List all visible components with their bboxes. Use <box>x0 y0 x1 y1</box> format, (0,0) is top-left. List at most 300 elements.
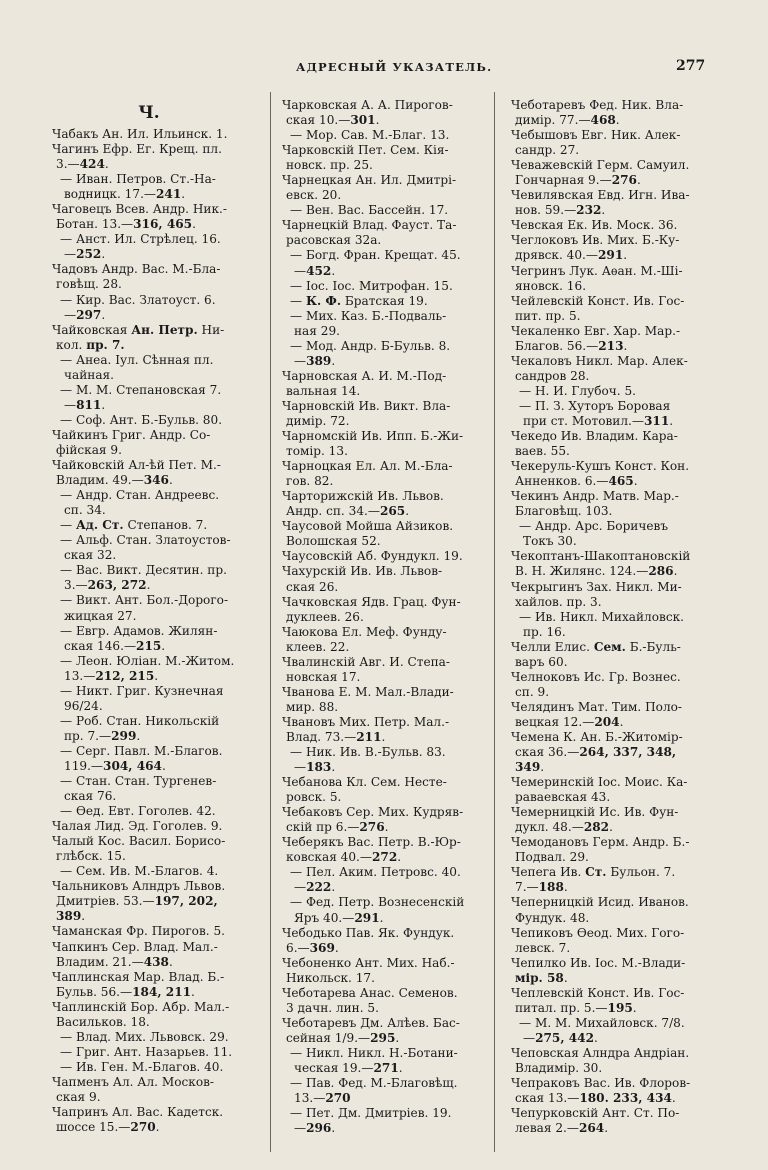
directory-entry <box>511 489 719 519</box>
directory-entry <box>511 128 719 158</box>
entry-line: — Н. И. Глубоч. 5. <box>519 383 636 398</box>
entry-line: дуклеев. 26. <box>286 609 364 624</box>
entry-line: Чаплинская Мар. Влад. Б.- <box>52 969 225 984</box>
entry-line: — М. М. Степановская 7. <box>60 382 222 397</box>
directory-entry <box>511 158 719 188</box>
entry-line: пр. 16. <box>523 624 566 639</box>
directory-entry <box>52 1105 260 1135</box>
entry-line: — Мор. Сав. М.-Благ. 13. <box>290 128 450 143</box>
directory-entry <box>52 684 260 714</box>
entry-line: димір. 77.—468. <box>515 113 620 128</box>
directory-entry <box>52 127 260 142</box>
entry-line: Чемена К. Ан. Б.-Житомiр- <box>511 729 683 744</box>
entry-line: Гончарная 9.—276. <box>515 173 641 188</box>
entry-line: варъ 60. <box>515 654 568 669</box>
entry-line: Ботан. 13.—316, 465. <box>56 217 196 232</box>
entry-line: Чемодановъ Герм. Андр. Б.- <box>511 835 690 850</box>
entry-line: Никольск. 17. <box>286 970 375 985</box>
entry-line: томір. 13. <box>286 444 348 459</box>
directory-entry <box>52 924 260 939</box>
directory-entry <box>52 142 260 172</box>
entry-line: Васильков. 18. <box>56 1014 150 1029</box>
entry-line: говѣщ. 28. <box>56 277 122 292</box>
entry-line: Чапринъ Ал. Вас. Кадетск. <box>52 1105 224 1120</box>
entry-line: ская 76. <box>64 789 117 804</box>
entry-line: Чеботарева Анас. Семенов. <box>282 985 458 1000</box>
entry-line: пит. пр. 5. <box>515 308 581 323</box>
entry-line: Чеважевскій Герм. Самуил. <box>511 158 690 173</box>
directory-entry <box>511 1106 719 1136</box>
directory-entry <box>52 428 260 458</box>
entry-line: — Викт. Ант. Бол.-Дорого- <box>60 593 229 608</box>
entry-line: пр. 7.—299. <box>64 728 141 743</box>
entry-line: водницк. 17.—241. <box>64 187 186 202</box>
directory-entry <box>511 1046 719 1076</box>
entry-line: Чайкинъ Григ. Андр. Со- <box>52 427 211 442</box>
entry-line: Чадовъ Андр. Вас. М.-Бла- <box>52 262 221 277</box>
entry-line: Чвалинскій Авг. И. Степа- <box>282 654 450 669</box>
directory-entry <box>282 1016 490 1046</box>
directory-entry <box>511 775 719 805</box>
entry-line: 119.—304, 464. <box>64 758 166 773</box>
directory-entry <box>511 610 719 640</box>
entry-line: Чевилявская Евд. Игн. Ива- <box>511 188 690 203</box>
entry-line: 389. <box>56 909 86 924</box>
entry-line: — Леон. Юліан. М.-Житом. <box>60 653 235 668</box>
directory-entry <box>52 533 260 563</box>
directory-entry <box>52 1045 260 1060</box>
entry-line: —183. <box>294 760 336 775</box>
entry-line: ская 32. <box>64 548 117 563</box>
entry-line: Чаусовой Мойша Айзиков. <box>282 519 454 534</box>
entry-line: Благовѣщ. 103. <box>515 504 613 519</box>
directory-entry <box>282 429 490 459</box>
directory-entry <box>282 835 490 865</box>
entry-line: Чегринъ Лук. Аѳан. М.-Шi- <box>511 263 683 278</box>
entry-line: новск. пр. 25. <box>286 158 373 173</box>
directory-entry <box>52 353 260 383</box>
entry-line: Чекаленко Евг. Хар. Мар.- <box>511 323 681 338</box>
directory-entry <box>52 518 260 533</box>
directory-entry <box>52 323 260 353</box>
entry-line: ская 146.—215. <box>64 638 166 653</box>
directory-entry <box>52 202 260 232</box>
entry-line: Чаюкова Ел. Меф. Фунду- <box>282 624 447 639</box>
entry-line: Чарновскій Ив. Викт. Вла- <box>282 398 451 413</box>
entry-line: кол. пр. 7. <box>56 337 125 352</box>
entry-line: яновск. 16. <box>515 278 587 293</box>
directory-entry <box>282 956 490 986</box>
entry-line: сандров 28. <box>515 368 590 383</box>
directory-entry <box>282 173 490 203</box>
entry-line: Чарторижскій Ив. Львов. <box>282 489 444 504</box>
entry-line: — Вас. Викт. Десятин. пр. <box>60 563 227 578</box>
entry-line: расовская 32а. <box>286 233 382 248</box>
entry-line: нов. 59.—232. <box>515 203 606 218</box>
directory-entry <box>52 413 260 428</box>
entry-line: Чебодько Пав. Як. Фундук. <box>282 925 455 940</box>
directory-entry <box>52 940 260 970</box>
entry-line: —296. <box>294 1121 336 1136</box>
entry-line: хайлов. пр. 3. <box>515 594 602 609</box>
entry-line: —452. <box>294 263 336 278</box>
page-header <box>0 58 768 78</box>
directory-entry <box>511 429 719 459</box>
entry-line: Чебоненко Ант. Мих. Наб.- <box>282 955 455 970</box>
entry-line: Влад. 73.—211. <box>286 729 386 744</box>
entry-line: ваев. 55. <box>515 444 570 459</box>
entry-line: Чекедо Ив. Владим. Кара- <box>511 429 678 444</box>
directory-entry <box>511 895 719 925</box>
entry-line: 7.—188. <box>515 880 568 895</box>
directory-entry <box>52 458 260 488</box>
entry-line: Чепиковъ Ѳеод. Мих. Гого- <box>511 925 685 940</box>
entry-line: Чагинъ Ефр. Ег. Крещ. пл. <box>52 142 222 157</box>
entry-line: Чекрыгинъ Зах. Никл. Ми- <box>511 579 682 594</box>
entry-line: Дмитріев. 53.—197, 202, <box>56 894 218 909</box>
entry-line: Подвал. 29. <box>515 850 589 865</box>
entry-line: Чальниковъ Алндръ Львов. <box>52 879 226 894</box>
entry-line: сп. 9. <box>515 684 550 699</box>
entry-line: — Анст. Ил. Стрѣлец. 16. <box>60 232 221 247</box>
entry-line: — П. З. Хуторъ Боровая <box>519 398 671 413</box>
directory-entry <box>511 1016 719 1046</box>
entry-line: Чарномскій Ив. Ипп. Б.-Жи- <box>282 429 464 444</box>
entry-line: Чарковская А. А. Пирогов- <box>282 98 453 112</box>
entry-line: дукл. 48.—282. <box>515 820 613 835</box>
entry-line: сейная 1/9.—295. <box>286 1030 400 1045</box>
entry-line: Фундук. 48. <box>515 910 590 925</box>
entry-line: ская 36.—264, 337, 348, <box>515 745 677 760</box>
entry-line: Чайковскій Ал-ѣй Пет. М.- <box>52 458 221 473</box>
entry-line: мір. 58. <box>515 970 568 985</box>
directory-entry <box>511 956 719 986</box>
directory-entry <box>52 714 260 744</box>
entry-line: ковская 40.—272. <box>286 850 402 865</box>
entry-line: Чапкинъ Сер. Влад. Мал.- <box>52 939 218 954</box>
entry-line: ная 29. <box>294 323 340 338</box>
entry-line: — Ив. Никл. Михайловск. <box>519 609 685 624</box>
entry-line: ровск. 5. <box>286 790 342 805</box>
directory-entry <box>511 805 719 835</box>
entry-line: сп. 34. <box>64 503 106 518</box>
directory-entry <box>282 339 490 369</box>
entry-line: — Серг. Павл. М.-Благов. <box>60 743 223 758</box>
entry-line: Чеберякъ Вас. Петр. В.-Юр- <box>282 835 461 850</box>
directory-entry <box>282 865 490 895</box>
directory-entry <box>511 324 719 354</box>
entry-line: — Ив. Ген. М.-Благов. 40. <box>60 1059 224 1074</box>
directory-entry <box>511 835 719 865</box>
directory-entry <box>52 834 260 864</box>
entry-line: раваевская 43. <box>515 790 611 805</box>
directory-entry <box>511 700 719 730</box>
entry-line: Чевская Ек. Ив. Моск. 36. <box>511 218 678 233</box>
section-letter: Ч. <box>138 103 160 123</box>
directory-entry <box>52 593 260 623</box>
directory-entry <box>282 549 490 564</box>
entry-line: — Никл. Никл. Н.-Ботани- <box>290 1045 458 1060</box>
entry-line: —275, 442. <box>523 1030 598 1045</box>
directory-entry <box>52 1075 260 1105</box>
entry-line: 3.—424. <box>56 157 109 172</box>
directory-entry <box>52 819 260 834</box>
directory-entry <box>282 309 490 339</box>
directory-entry <box>282 775 490 805</box>
entry-line: клеев. 22. <box>286 639 350 654</box>
directory-entry <box>52 774 260 804</box>
entry-line: ческая 19.—271. <box>294 1061 403 1075</box>
entry-line: Чарнецкая Ан. Ил. Дмитрі- <box>282 173 457 188</box>
directory-entry <box>511 519 719 549</box>
entry-line: Чекеруль-Кушъ Конст. Кон. <box>511 459 690 474</box>
entry-line: фійская 9. <box>56 442 122 457</box>
entry-line: Чеплевскій Конст. Ив. Гос- <box>511 985 685 1000</box>
entry-line: —222. <box>294 880 336 895</box>
entry-line: 13.—270 <box>294 1091 351 1106</box>
entry-line: мир. 88. <box>286 699 339 714</box>
directory-entry <box>52 1030 260 1045</box>
entry-line: — Ник. Ив. В.-Бульв. 83. <box>290 745 446 760</box>
directory-entry <box>52 1060 260 1075</box>
directory-column-1 <box>52 98 260 1135</box>
entry-line: Чарноцкая Ел. Ал. М.-Бла- <box>282 459 453 474</box>
entry-line: Чванова Е. М. Мал.-Влади- <box>282 684 454 699</box>
entry-line: Токъ 30. <box>523 534 577 549</box>
entry-line: сандр. 27. <box>515 143 580 158</box>
directory-entry <box>282 685 490 715</box>
directory-entry <box>52 383 260 413</box>
entry-line: — Сем. Ив. М.-Благов. 4. <box>60 864 219 879</box>
directory-entry <box>52 864 260 879</box>
entry-line: Владим. 21.—438. <box>56 954 173 969</box>
entry-line: вецкая 12.—204. <box>515 714 624 729</box>
entry-line: Челноковъ Ис. Гр. Вознес. <box>511 669 681 684</box>
entry-line: — Мод. Андр. Б-Бульв. 8. <box>290 338 451 353</box>
entry-line: вальная 14. <box>286 383 361 398</box>
directory-entry <box>282 926 490 956</box>
directory-entry <box>282 369 490 399</box>
directory-entry <box>282 895 490 925</box>
directory-entry <box>282 625 490 655</box>
directory-entry <box>282 218 490 248</box>
entry-line: — Пел. Аким. Петровс. 40. <box>290 865 461 880</box>
directory-entry <box>511 986 719 1016</box>
entry-line: Чекоптанъ-Шакоптановскій <box>511 549 691 564</box>
directory-entry <box>52 563 260 593</box>
entry-line: —252. <box>64 247 106 262</box>
directory-entry <box>52 970 260 1000</box>
entry-line: Чеботаревъ Фед. Ник. Вла- <box>511 98 684 112</box>
entry-line: — Вен. Вас. Бассейн. 17. <box>290 203 449 218</box>
directory-entry <box>511 384 719 399</box>
entry-line: Чепраковъ Вас. Ив. Флоров- <box>511 1076 691 1091</box>
entry-line: — Роб. Стан. Никольскій <box>60 713 220 728</box>
entry-line: Чаговецъ Всев. Андр. Ник.- <box>52 202 227 217</box>
directory-entry <box>511 233 719 263</box>
entry-line: глѣбск. 15. <box>56 849 126 864</box>
entry-line: Волошская 52. <box>286 534 381 549</box>
running-title: АДРЕСНЫЙ УКАЗАТЕЛЬ. <box>296 60 493 74</box>
entry-line: Чалый Кос. Васил. Борисо- <box>52 834 226 849</box>
entry-line: Яръ 40.—291. <box>294 910 384 925</box>
directory-entry <box>52 232 260 262</box>
entry-line: — Анеа. Iул. Сѣнная пл. <box>60 352 214 367</box>
directory-entry <box>511 264 719 294</box>
directory-entry <box>282 203 490 218</box>
directory-entry <box>282 98 490 128</box>
entry-line: —811. <box>64 397 106 412</box>
entry-line: Чеглоковъ Ив. Мих. Б.-Ку- <box>511 233 680 248</box>
entry-line: — Пав. Фед. М.-Благовѣщ. <box>290 1076 458 1091</box>
directory-entry <box>282 128 490 143</box>
directory-entry <box>282 1046 490 1076</box>
directory-entry <box>282 399 490 429</box>
entry-line: В. Н. Жилянс. 124.—286. <box>515 564 678 579</box>
entry-line: ская 26. <box>286 579 339 594</box>
directory-entry <box>52 879 260 924</box>
entry-line: левск. 7. <box>515 940 571 955</box>
entry-line: —297. <box>64 307 106 322</box>
entry-line: ская 13.—180. 233, 434. <box>515 1091 676 1106</box>
entry-line: — Григ. Ант. Назарьев. 11. <box>60 1044 233 1059</box>
directory-entry <box>511 188 719 218</box>
entry-line: Чарновская А. И. М.-Под- <box>282 368 447 383</box>
directory-entry <box>282 248 490 278</box>
entry-line: — Андр. Стан. Андреевс. <box>60 488 220 503</box>
entry-line: скій пр 6.—276. <box>286 820 389 835</box>
directory-entry <box>282 715 490 745</box>
directory-entry <box>511 218 719 233</box>
entry-line: Чачковская Ядв. Грац. Фун- <box>282 594 461 609</box>
directory-entry <box>52 172 260 202</box>
directory-entry <box>511 730 719 775</box>
entry-line: — Евгр. Адамов. Жилян- <box>60 623 218 638</box>
directory-entry <box>511 98 719 128</box>
entry-line: Бульв. 56.—184, 211. <box>56 984 195 999</box>
entry-line: Чемеринскій Iос. Моис. Ка- <box>511 775 688 790</box>
directory-entry <box>282 1076 490 1106</box>
directory-entry <box>52 804 260 819</box>
entry-line: Чаманская Фр. Пирогов. 5. <box>52 924 226 939</box>
entry-line: ская 9. <box>56 1090 101 1104</box>
entry-line: Чабакъ Ан. Ил. Ильинск. 1. <box>52 127 228 141</box>
entry-line: — Ад. Ст. Степанов. 7. <box>60 518 208 533</box>
entry-line: — Кир. Вас. Златоуст. 6. <box>60 292 216 307</box>
directory-entry <box>282 519 490 549</box>
directory-entry <box>511 1076 719 1106</box>
directory-entry <box>52 293 260 323</box>
entry-line: левая 2.—264. <box>515 1121 609 1136</box>
directory-entry <box>282 595 490 625</box>
entry-line: Челли Елис. Сем. Б.-Буль- <box>511 639 681 654</box>
directory-entry <box>511 294 719 324</box>
directory-entry <box>282 745 490 775</box>
entry-line: 3 дачн. лин. 5. <box>286 1000 379 1015</box>
entry-line: 3.—263, 272. <box>64 578 151 593</box>
entry-line: Чалая Лид. Эд. Гоголев. 9. <box>52 819 223 834</box>
entry-line: — Пет. Дм. Дмитріев. 19. <box>290 1106 452 1121</box>
directory-entry <box>52 654 260 684</box>
column-divider <box>270 92 271 1152</box>
entry-line: 349. <box>515 760 545 775</box>
directory-column-3 <box>511 98 719 1136</box>
entry-line: жицкая 27. <box>64 608 137 623</box>
entry-line: Чайковская Ан. Петр. Ни- <box>52 322 225 337</box>
entry-line: 6.—369. <box>286 940 339 955</box>
entry-line: Владимір. 30. <box>515 1061 603 1075</box>
entry-line: Анненков. 6.—465. <box>515 474 638 489</box>
entry-line: ская 10.—301. <box>286 113 380 128</box>
entry-line: — Фед. Петр. Вознесенскій <box>290 895 465 910</box>
directory-entry <box>52 1000 260 1030</box>
entry-line: Чарковскій Пет. Сем. Кiя- <box>282 143 449 158</box>
entry-line: — Влад. Мих. Львовск. 29. <box>60 1029 229 1044</box>
directory-entry <box>282 489 490 519</box>
directory-entry <box>282 655 490 685</box>
directory-entry <box>511 399 719 429</box>
entry-line: —389. <box>294 353 336 368</box>
entry-line: — Мих. Каз. Б.-Подваль- <box>290 308 447 323</box>
directory-entry <box>511 459 719 489</box>
entry-line: Чепега Ив. Ст. Бульон. 7. <box>511 865 676 880</box>
entry-line: Чеботаревъ Дм. Алѣев. Бас- <box>282 1015 460 1030</box>
entry-line: Благов. 56.—213. <box>515 338 628 353</box>
entry-line: новская 17. <box>286 669 361 684</box>
entry-line: — Андр. Арс. Боричевъ <box>519 519 669 534</box>
entry-line: Чапменъ Ал. Ал. Москов- <box>52 1074 215 1089</box>
entry-line: при ст. Мотовил.—311. <box>523 413 674 428</box>
entry-line: 96/24. <box>64 698 103 713</box>
entry-line: — Ѳед. Евт. Гоголев. 42. <box>60 804 216 819</box>
column-divider <box>494 92 495 1152</box>
entry-line: шоссе 15.—270. <box>56 1120 160 1135</box>
entry-line: Чахурскій Ив. Ив. Львов- <box>282 564 443 579</box>
entry-line: питал. пр. 5.—195. <box>515 1000 637 1015</box>
entry-line: гов. 82. <box>286 474 334 489</box>
entry-line: Чекаловъ Никл. Мар. Алек- <box>511 353 688 368</box>
entry-line: Челядинъ Мат. Тим. Поло- <box>511 699 682 714</box>
entry-line: — Iос. Iос. Митрофан. 15. <box>290 278 453 293</box>
directory-entry <box>52 744 260 774</box>
entry-line: 13.—212, 215. <box>64 668 159 683</box>
entry-line: Чаплинскій Бор. Абр. Мал.- <box>52 999 230 1014</box>
entry-line: Чвановъ Мих. Петр. Мал.- <box>282 714 450 729</box>
page-number: 277 <box>676 58 706 74</box>
entry-line: Чемерницкій Ис. Ив. Фун- <box>511 805 679 820</box>
directory-entry <box>511 670 719 700</box>
entry-line: димір. 72. <box>286 413 350 428</box>
directory-entry <box>511 926 719 956</box>
entry-line: чайная. <box>64 367 115 382</box>
entry-line: — Иван. Петров. Ст.-На- <box>60 172 216 187</box>
entry-line: Чекинъ Андр. Матв. Мар.- <box>511 489 679 504</box>
directory-entry <box>511 354 719 384</box>
directory-entry <box>282 564 490 594</box>
entry-line: — Никт. Григ. Кузнечная <box>60 683 224 698</box>
entry-line: Чейлевскій Конст. Ив. Гос- <box>511 293 685 308</box>
directory-entry <box>282 143 490 173</box>
directory-entry <box>511 640 719 670</box>
directory-entry <box>511 865 719 895</box>
entry-line: Чеперницкій Исид. Иванов. <box>511 895 689 910</box>
entry-line: Чебаковъ Сер. Мих. Кудряв- <box>282 805 464 820</box>
entry-line: Чеповская Алндра Андріан. <box>511 1045 690 1060</box>
entry-line: — Богд. Фран. Крещат. 45. <box>290 248 461 263</box>
entry-line: дрявск. 40.—291. <box>515 248 628 263</box>
directory-entry <box>511 580 719 610</box>
directory-column-2 <box>282 98 490 1136</box>
